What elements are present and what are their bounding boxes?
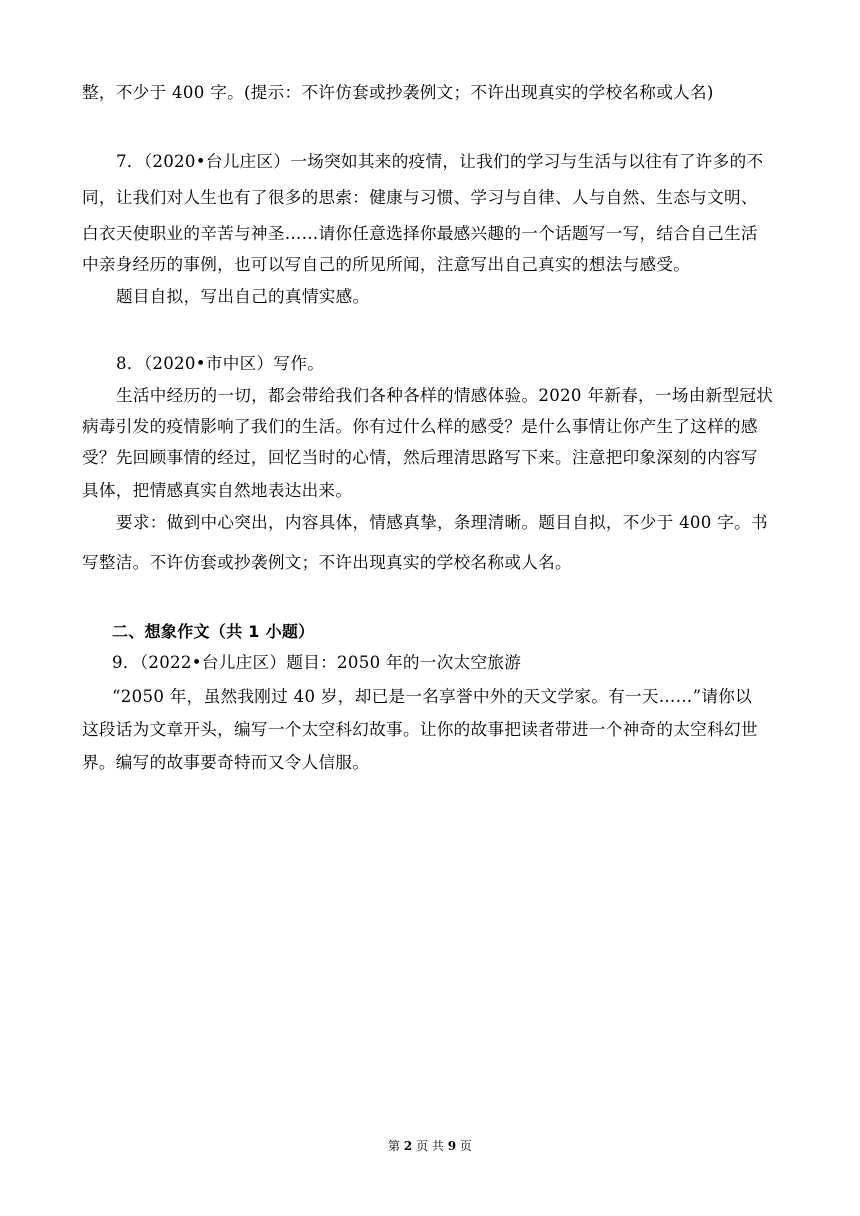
footer-page-number: 2 [403,1139,413,1153]
q7-line-4: 中亲身经历的事例，也可以写自己的所见所闻，注意写出自己真实的想法与感受。 [82,255,691,274]
footer-prefix: 第 [388,1139,401,1153]
q8-body-line-4: 具体，把情感真实自然地表达出来。 [82,481,353,500]
q8-requirement-line-2: 写整洁。不许仿套或抄袭例文；不许出现真实的学校名称或人名。 [82,553,572,572]
q8-title: 8．（2020•市中区）写作。 [116,354,325,373]
q7-line-1: 7．（2020•台儿庄区）一场突如其来的疫情，让我们的学习与生活与以往有了许多的不 [116,152,764,171]
q8-body-line-2: 病毒引发的疫情影响了我们的生活。你有过什么样的感受？是什么事情让你产生了这样的感 [82,417,758,436]
q7-line-3: 白衣天使职业的辛苦与神圣……请你任意选择你最感兴趣的一个话题写一写，结合自己生活 [82,224,758,243]
q7-line-2: 同，让我们对人生也有了很多的思索：健康与习惯、学习与自律、人与自然、生态与文明、 [82,188,758,207]
q7-requirement: 题目自拟，写出自己的真情实感。 [116,287,370,306]
footer-total-pages: 9 [447,1139,457,1153]
section-2-heading: 二、想象作文（共 1 小题） [112,622,315,641]
q9-title: 9．（2022•台儿庄区）题目：2050 年的一次太空旅游 [112,653,522,672]
q9-line-3: 界。编写的故事要奇特而又令人信服。 [82,753,370,772]
q9-line-2: 这段话为文章开头，编写一个太空科幻故事。让你的故事把读者带进一个神奇的太空科幻世 [82,720,758,739]
footer-middle: 页 共 [416,1139,444,1153]
q8-body-line-1: 生活中经历的一切，都会带给我们各种各样的情感体验。2020 年新春，一场由新型冠状 [116,386,774,405]
carryover-text: 整，不少于 400 字。(提示：不许仿套或抄袭例文；不许出现真实的学校名称或人名) [82,83,714,102]
q8-requirement-line-1: 要求：做到中心突出，内容具体，情感真挚，条理清晰。题目自拟，不少于 400 字。书 [116,513,768,532]
footer-suffix: 页 [459,1139,472,1153]
q8-body-line-3: 受？先回顾事情的经过，回忆当时的心情，然后理清思路写下来。注意把印象深刻的内容写 [82,448,758,467]
page-footer [0,1138,860,1154]
q9-line-1: “2050 年，虽然我刚过 40 岁，却已是一名享誉中外的天文学家。有一天……”请你以 [112,687,753,706]
